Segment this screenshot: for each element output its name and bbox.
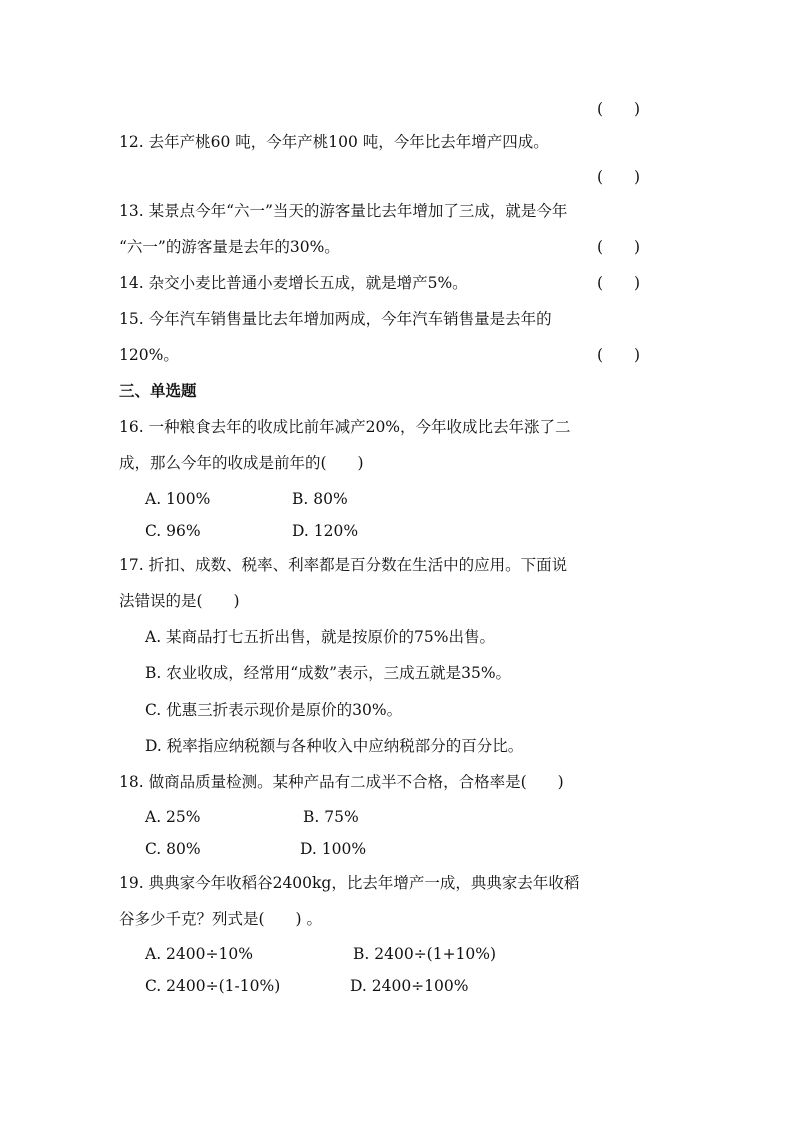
question-17-line2: 法错误的是( ) [119,592,240,610]
q19-option-b: B. 2400÷(1+10%) [353,945,497,963]
q16-option-c: C. 96% [145,522,201,540]
question-15-line1: 15. 今年汽车销售量比去年增加两成，今年汽车销售量是去年的 [119,310,552,328]
question-13-line1: 13. 某景点今年“六一”当天的游客量比去年增加了三成，就是今年 [119,202,568,220]
answer-bracket-12: ( ) [597,168,641,186]
question-12: 12. 去年产桃60 吨，今年产桃100 吨，今年比去年增产四成。 [119,133,549,151]
section-heading: 三、单选题 [119,381,197,400]
answer-bracket-11: ( ) [597,100,641,118]
q17-option-a: A. 某商品打七五折出售，就是按原价的75%出售。 [145,628,496,646]
question-16-line1: 16. 一种粮食去年的收成比前年减产20%，今年收成比去年涨了二 [119,418,571,436]
question-15-line2: 120%。 [119,346,179,364]
question-19-line1: 19. 典典家今年收稻谷2400kg，比去年增产一成，典典家去年收稻 [119,874,580,892]
answer-bracket-13: ( ) [597,238,641,256]
q17-option-b: B. 农业收成，经常用“成数”表示，三成五就是35%。 [145,664,512,682]
q18-option-b: B. 75% [303,808,359,826]
question-16-line2: 成，那么今年的收成是前年的( ) [119,454,364,472]
q19-option-a: A. 2400÷10% [145,945,253,963]
question-14: 14. 杂交小麦比普通小麦增长五成，就是增产5%。 [119,274,468,292]
q16-option-b: B. 80% [292,490,348,508]
q18-option-d: D. 100% [300,840,367,858]
question-18: 18. 做商品质量检测。某种产品有二成半不合格，合格率是( ) [119,773,564,791]
answer-bracket-15: ( ) [597,346,641,364]
answer-bracket-14: ( ) [597,274,641,292]
question-17-line1: 17. 折扣、成数、税率、利率都是百分数在生活中的应用。下面说 [119,556,568,574]
q17-option-d: D. 税率指应纳税额与各种收入中应纳税部分的百分比。 [145,737,524,755]
q18-option-a: A. 25% [145,808,201,826]
q19-option-c: C. 2400÷(1-10%) [145,977,281,995]
question-13-line2: “六一”的游客量是去年的30%。 [119,238,340,256]
q16-option-a: A. 100% [145,490,211,508]
q18-option-c: C. 80% [145,840,201,858]
q16-option-d: D. 120% [292,522,359,540]
q17-option-c: C. 优惠三折表示现价是原价的30%。 [145,701,403,719]
question-19-line2: 谷多少千克？列式是( ) 。 [119,910,323,928]
q19-option-d: D. 2400÷100% [350,977,469,995]
